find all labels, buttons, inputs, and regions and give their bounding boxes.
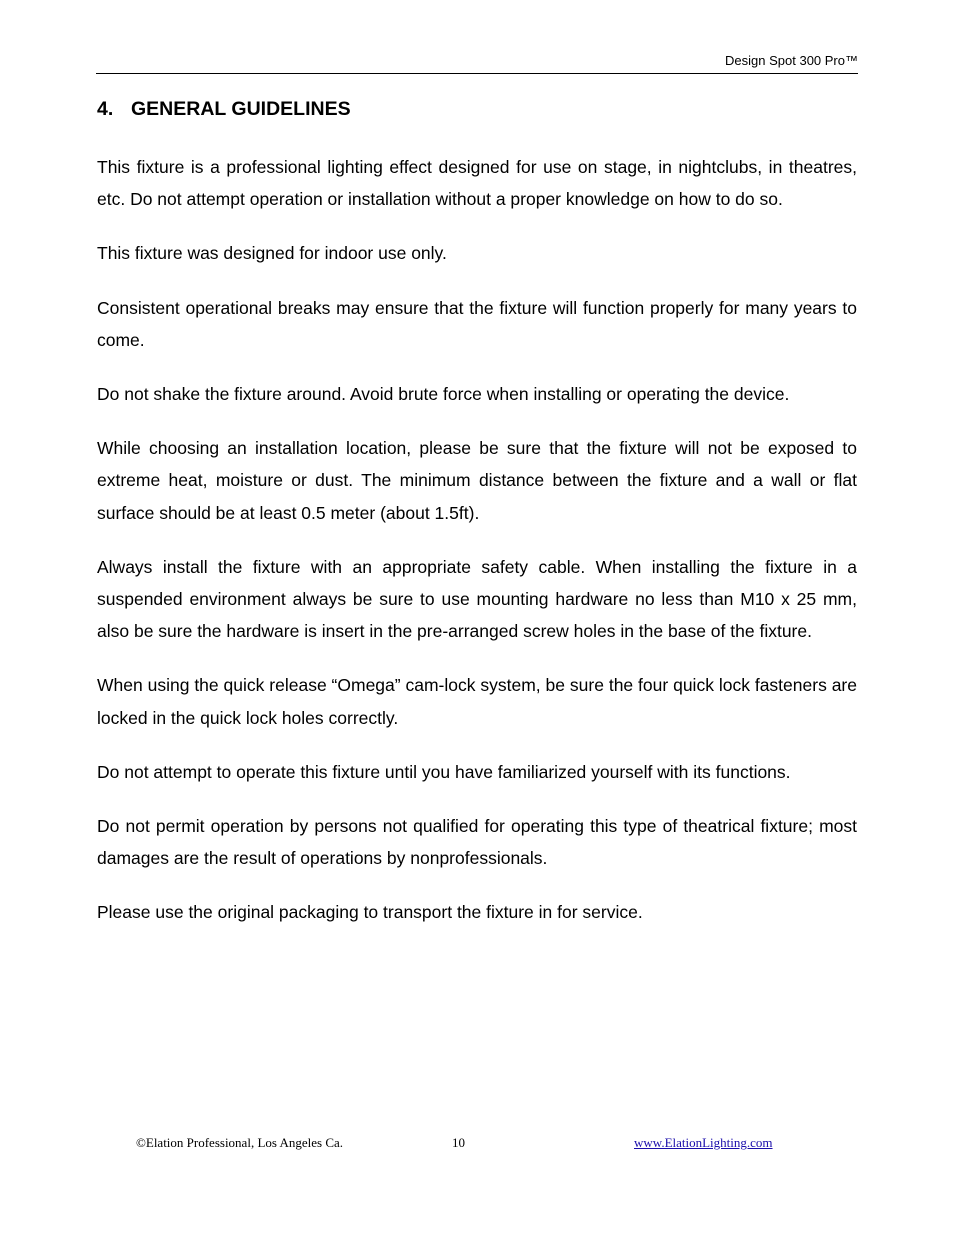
- paragraph-operational-breaks: Consistent operational breaks may ensure that the fixture will function properly for many years to come.: [97, 297, 857, 350]
- paragraph-packaging: Please use the original packaging to transport the fixture in for service.: [97, 902, 643, 923]
- paragraph-no-shaking: Do not shake the fixture around. Avoid brute force when installing or operating the device.: [97, 384, 790, 405]
- section-heading: [97, 96, 351, 122]
- paragraph-intro: This fixture is a professional lighting effect designed for use on stage, in nightclubs, in theatres, etc. Do not attempt operation or installation without a proper knowledge on how to do so.: [97, 157, 857, 210]
- page-header: [96, 53, 858, 74]
- section-title: GENERAL GUIDELINES: [131, 98, 351, 120]
- paragraph-installation-location: While choosing an installation location, please be sure that the fixture will not be exposed to extreme heat, moisture or dust. The minimum distance between the fixture and a wall or flat surface should be at least 0.5 meter (about 1.5ft).: [97, 438, 857, 523]
- header-title: Design Spot 300 Pro™: [725, 53, 858, 68]
- section-number: 4.: [97, 98, 114, 120]
- page-footer: [0, 1134, 954, 1154]
- paragraph-familiarize: Do not attempt to operate this fixture until you have familiarized yourself with its functions.: [97, 761, 791, 782]
- paragraph-qualified-persons: Do not permit operation by persons not qualified for operating this type of theatrical fixture; most damages are the result of operations by nonprofessionals.: [97, 816, 857, 869]
- paragraph-indoor-use: This fixture was designed for indoor use only.: [97, 243, 447, 264]
- paragraph-omega-cam-lock: When using the quick release “Omega” cam-lock system, be sure the four quick lock fasteners are locked in the quick lock holes correctly.: [97, 675, 857, 728]
- guidelines-body: [97, 151, 857, 951]
- footer-copyright: ©Elation Professional, Los Angeles Ca.: [136, 1135, 344, 1150]
- paragraph-safety-cable: Always install the fixture with an appropriate safety cable. When installing the fixture in a suspended environment always be sure to use mounting hardware no less than M10 x 25 mm, also be sure the hardware is insert in the pre-arranged screw holes in the base of the fixture.: [97, 556, 857, 642]
- footer-website-link[interactable]: www.ElationLighting.com: [634, 1135, 773, 1150]
- footer-page-number: 10: [452, 1135, 465, 1150]
